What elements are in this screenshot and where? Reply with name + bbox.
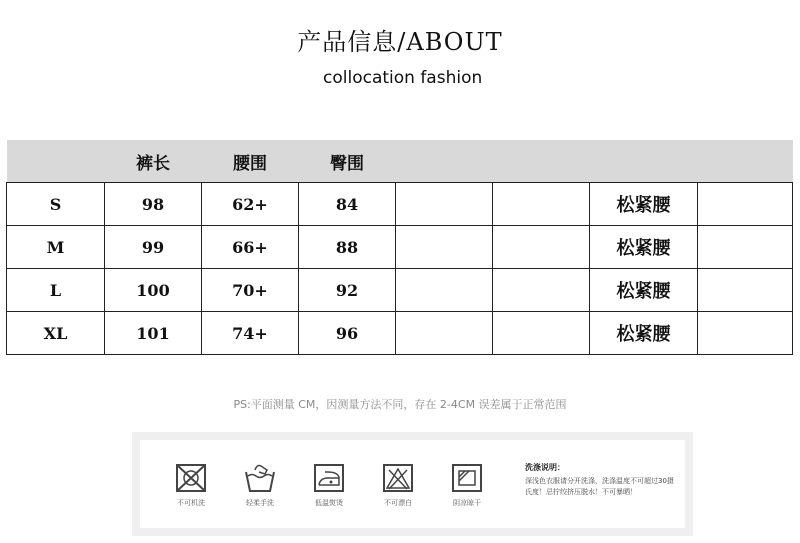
waist-cell: 74+	[202, 312, 299, 355]
empty-cell	[493, 269, 590, 312]
table-row	[7, 312, 793, 355]
page-title: 产品信息/ABOUT	[297, 28, 503, 56]
no-machine-wash-icon	[174, 462, 208, 494]
care-instructions-title: 洗涤说明：	[525, 463, 565, 472]
table-row	[7, 183, 793, 226]
empty-cell	[396, 312, 493, 355]
header-cell	[493, 140, 590, 183]
empty-cell	[493, 183, 590, 226]
size-cell: XL	[7, 312, 105, 355]
waist-type-cell: 松紧腰	[590, 226, 698, 269]
empty-cell	[698, 183, 793, 226]
hip-cell: 88	[299, 226, 396, 269]
care-item-no-machine-wash	[164, 462, 218, 508]
waist-type-cell: 松紧腰	[590, 312, 698, 355]
care-label: 不可机洗	[177, 499, 205, 507]
header-cell	[396, 140, 493, 183]
header-cell-hip: 臀围	[299, 140, 396, 183]
length-cell: 98	[105, 183, 202, 226]
empty-cell	[396, 269, 493, 312]
empty-cell	[698, 312, 793, 355]
length-cell: 101	[105, 312, 202, 355]
empty-cell	[493, 312, 590, 355]
size-cell: S	[7, 183, 105, 226]
table-row	[7, 226, 793, 269]
header-cell	[7, 140, 105, 183]
length-cell: 100	[105, 269, 202, 312]
care-label: 阴凉晾干	[453, 499, 481, 507]
waist-cell: 70+	[202, 269, 299, 312]
care-instructions-body: 深浅色衣服请分开洗涤，洗涤温度不可超过30摄氏度！忌拧绞挤压脱水！不可暴晒！	[525, 477, 674, 496]
measurement-note: PS:平面测量 CM，因测量方法不同，存在 2-4CM 误差属于正常范围	[233, 398, 567, 411]
waist-cell: 66+	[202, 226, 299, 269]
care-label: 低温熨烫	[315, 499, 343, 507]
empty-cell	[698, 226, 793, 269]
no-bleach-icon	[381, 462, 415, 494]
empty-cell	[493, 226, 590, 269]
waist-type-cell: 松紧腰	[590, 183, 698, 226]
size-cell: M	[7, 226, 105, 269]
care-label: 不可漂白	[384, 499, 412, 507]
table-row	[7, 269, 793, 312]
hip-cell: 92	[299, 269, 396, 312]
header-cell-waist: 腰围	[202, 140, 299, 183]
care-item-no-bleach	[371, 462, 425, 508]
header-cell	[698, 140, 793, 183]
care-instructions	[525, 462, 675, 498]
page-subtitle: collocation fashion	[323, 68, 483, 88]
empty-cell	[698, 269, 793, 312]
length-cell: 99	[105, 226, 202, 269]
hand-wash-icon	[243, 462, 277, 494]
table-header-row	[7, 140, 793, 183]
size-table	[6, 140, 793, 355]
low-iron-icon	[312, 462, 346, 494]
size-cell: L	[7, 269, 105, 312]
waist-cell: 62+	[202, 183, 299, 226]
empty-cell	[396, 226, 493, 269]
empty-cell	[396, 183, 493, 226]
care-item-low-iron	[302, 462, 356, 508]
care-item-hand-wash	[233, 462, 287, 508]
care-label: 轻柔手洗	[246, 499, 274, 507]
care-instructions-panel	[140, 440, 685, 528]
hip-cell: 96	[299, 312, 396, 355]
header-cell-length: 裤长	[105, 140, 202, 183]
shade-dry-icon	[450, 462, 484, 494]
hip-cell: 84	[299, 183, 396, 226]
waist-type-cell: 松紧腰	[590, 269, 698, 312]
care-item-shade-dry	[440, 462, 494, 508]
header-cell	[590, 140, 698, 183]
